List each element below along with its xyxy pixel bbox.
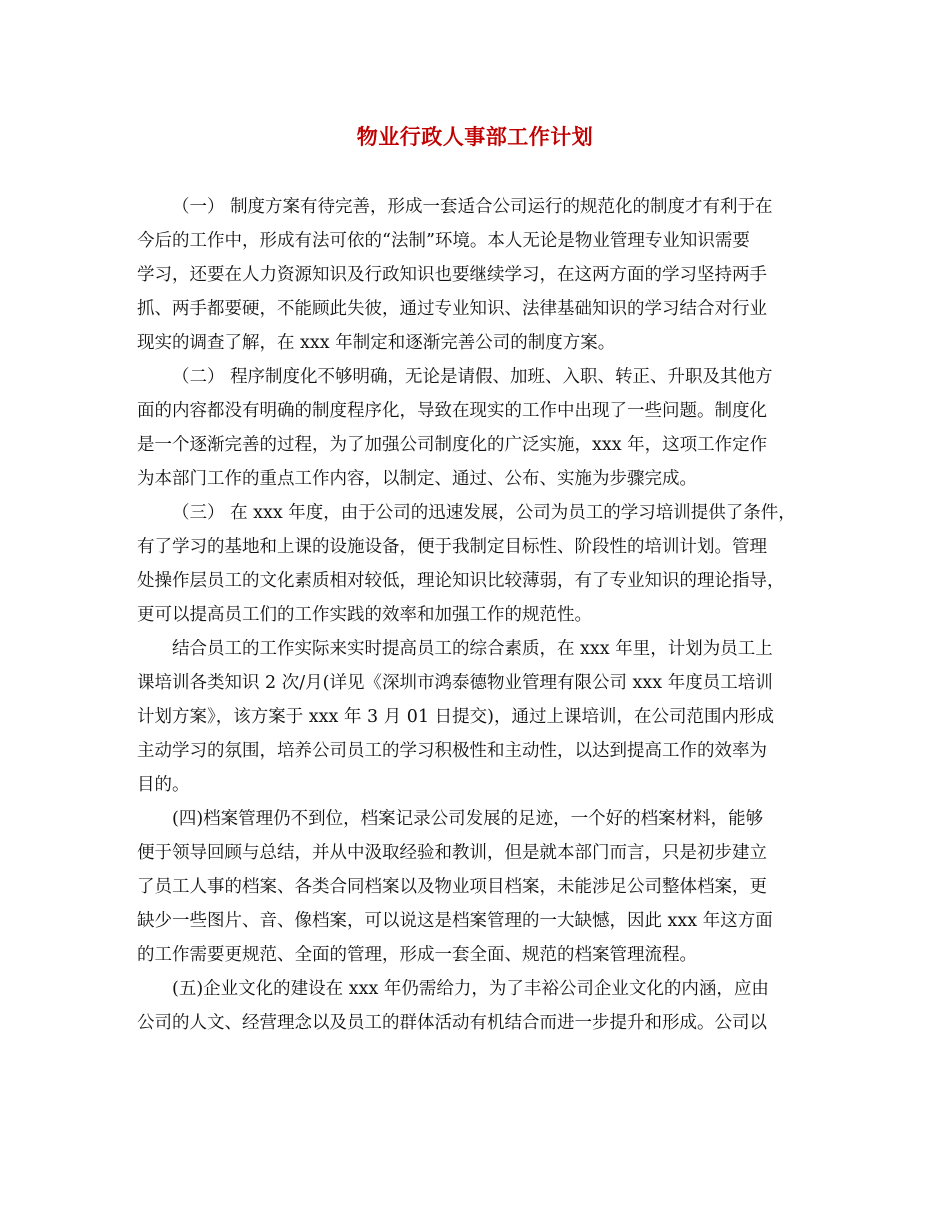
text-line: 为本部门工作的重点工作内容，以制定、通过、公布、实施为步骤完成。 xyxy=(137,469,697,489)
paragraph-4 xyxy=(137,632,817,802)
text-line: （二） 程序制度化不够明确，无论是请假、加班、入职、转正、升职及其他方 xyxy=(172,367,773,387)
text-line: (四)档案管理仍不到位，档案记录公司发展的足迹，一个好的档案材料，能够 xyxy=(172,809,764,829)
text-line: 结合员工的工作实际来实时提高员工的综合素质，在 xxx 年里，计划为员工上 xyxy=(172,639,773,659)
text-line: 是一个逐渐完善的过程，为了加强公司制度化的广泛实施，xxx 年，这项工作定作 xyxy=(137,435,768,455)
text-line: 目的。 xyxy=(137,775,190,795)
text-line: 面的内容都没有明确的制度程序化，导致在现实的工作中出现了一些问题。制度化 xyxy=(137,401,767,421)
text-line: （一） 制度方案有待完善，形成一套适合公司运行的规范化的制度才有利于在 xyxy=(172,197,773,217)
paragraph-5 xyxy=(137,802,817,972)
text-line: 主动学习的氛围，培养公司员工的学习积极性和主动性，以达到提高工作的效率为 xyxy=(137,741,767,761)
text-line: 更可以提高员工们的工作实践的效率和加强工作的规范性。 xyxy=(137,605,592,625)
text-line: (五)企业文化的建设在 xxx 年仍需给力，为了丰裕公司企业文化的内涵，应由 xyxy=(172,979,769,999)
text-line: 的工作需要更规范、全面的管理，形成一套全面、规范的档案管理流程。 xyxy=(137,945,697,965)
paragraph-3 xyxy=(137,496,817,632)
text-line: 计划方案》，该方案于 xxx 年 3 月 01 日提交)，通过上课培训，在公司范围内形成 xyxy=(137,707,774,727)
text-line: 抓、两手都要硬，不能顾此失彼，通过专业知识、法律基础知识的学习结合对行业 xyxy=(137,299,767,319)
text-line: 学习，还要在人力资源知识及行政知识也要继续学习，在这两方面的学习坚持两手 xyxy=(137,265,767,285)
text-line: 处操作层员工的文化素质相对较低，理论知识比较薄弱，有了专业知识的理论指导， xyxy=(137,571,785,591)
text-line: 课培训各类知识 2 次/月(详见《深圳市鸿泰德物业管理有限公司 xxx 年度员工培训 xyxy=(137,673,773,693)
text-line: 今后的工作中，形成有法可依的“法制”环境。本人无论是物业管理专业知识需要 xyxy=(137,231,750,251)
paragraph-2 xyxy=(137,360,817,496)
text-line: 现实的调查了解，在 xxx 年制定和逐渐完善公司的制度方案。 xyxy=(137,333,616,353)
document-body xyxy=(137,190,817,1040)
document-title: 物业行政人事部工作计划 xyxy=(356,124,594,149)
text-line: 了员工人事的档案、各类合同档案以及物业项目档案，未能涉足公司整体档案，更 xyxy=(137,877,767,897)
paragraph-6 xyxy=(137,972,817,1040)
text-line: 有了学习的基地和上课的设施设备，便于我制定目标性、阶段性的培训计划。管理 xyxy=(137,537,767,557)
text-line: 缺少一些图片、音、像档案，可以说这是档案管理的一大缺憾，因此 xxx 年这方面 xyxy=(137,911,773,931)
text-line: 公司的人文、经营理念以及员工的群体活动有机结合而进一步提升和形成。公司以 xyxy=(137,1013,767,1033)
text-line: 便于领导回顾与总结，并从中汲取经验和教训，但是就本部门而言，只是初步建立 xyxy=(137,843,767,863)
paragraph-1 xyxy=(137,190,817,360)
text-line: （三） 在 xxx 年度，由于公司的迅速发展，公司为员工的学习培训提供了条件， xyxy=(172,503,796,523)
